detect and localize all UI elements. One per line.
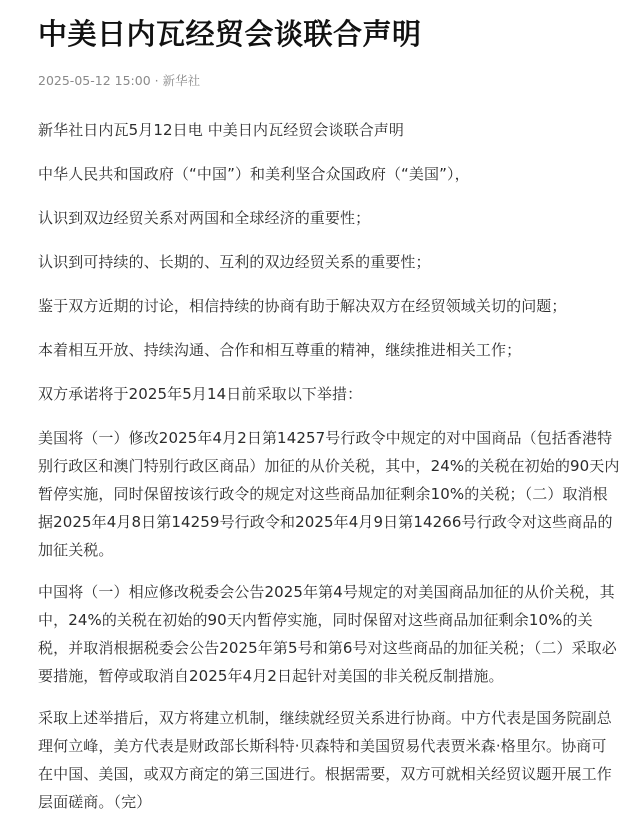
article-body [38,116,620,816]
paragraph-dateline: 新华社日内瓦5月12日电 中美日内瓦经贸会谈联合声明 [38,121,405,139]
paragraph-spirit: 本着相互开放、持续沟通、合作和相互尊重的精神，继续推进相关工作； [38,341,522,359]
article-title: 中美日内瓦经贸会谈联合声明 [38,17,422,51]
paragraph-china-measures: 中国将（一）相应修改税委会公告2025年第4号规定的对美国商品加征的从价关税，其中，24%的关税在初始的90天内暂停实施，同时保留对这些商品加征剩余10%的关税，并取消根据税委会公告2025年第5号和第6号对这些商品的加征关税；（二）采取必要措施，暂停或取消自2025年4月2日起针对美国的非关税反制措施。 [38,583,617,685]
paragraph-us-measures: 美国将（一）修改2025年4月2日第14257号行政令中规定的对中国商品（包括香港特别行政区和澳门特别行政区商品）加征的从价关税，其中，24%的关税在初始的90天内暂停实施，同时保留按该行政令的规定对这些商品加征剩余10%的关税；（二）取消根据2025年4月8日第14259号行政令和2025年4月9日第14266号行政令对这些商品的加征关税。 [38,429,620,559]
source-name[interactable]: 新华社 [162,73,201,88]
paragraph-recognize-importance: 认识到双边经贸关系对两国和全球经济的重要性； [38,209,371,227]
paragraph-recognize-sustainable: 认识到可持续的、长期的、互利的双边经贸关系的重要性； [38,253,431,271]
paragraph-commitment: 双方承诺将于2025年5月14日前采取以下举措： [38,385,363,403]
meta-separator: · [154,73,159,88]
paragraph-recent-discussions: 鉴于双方近期的讨论，相信持续的协商有助于解决双方在经贸领域关切的问题； [38,297,567,315]
publish-datetime: 2025-05-12 15:00 [38,73,151,88]
paragraph-mechanism: 采取上述举措后，双方将建立机制，继续就经贸关系进行协商。中方代表是国务院副总理何立峰，美方代表是财政部长斯科特·贝森特和美国贸易代表贾米森·格里尔。协商可在中国、美国，或双方商定的第三国进行。根据需要，双方可就相关经贸议题开展工作层面磋商。（完） [38,709,612,811]
article-meta [38,72,620,90]
paragraph-parties: 中华人民共和国政府（“中国”）和美利坚合众国政府（“美国”）， [38,165,470,183]
